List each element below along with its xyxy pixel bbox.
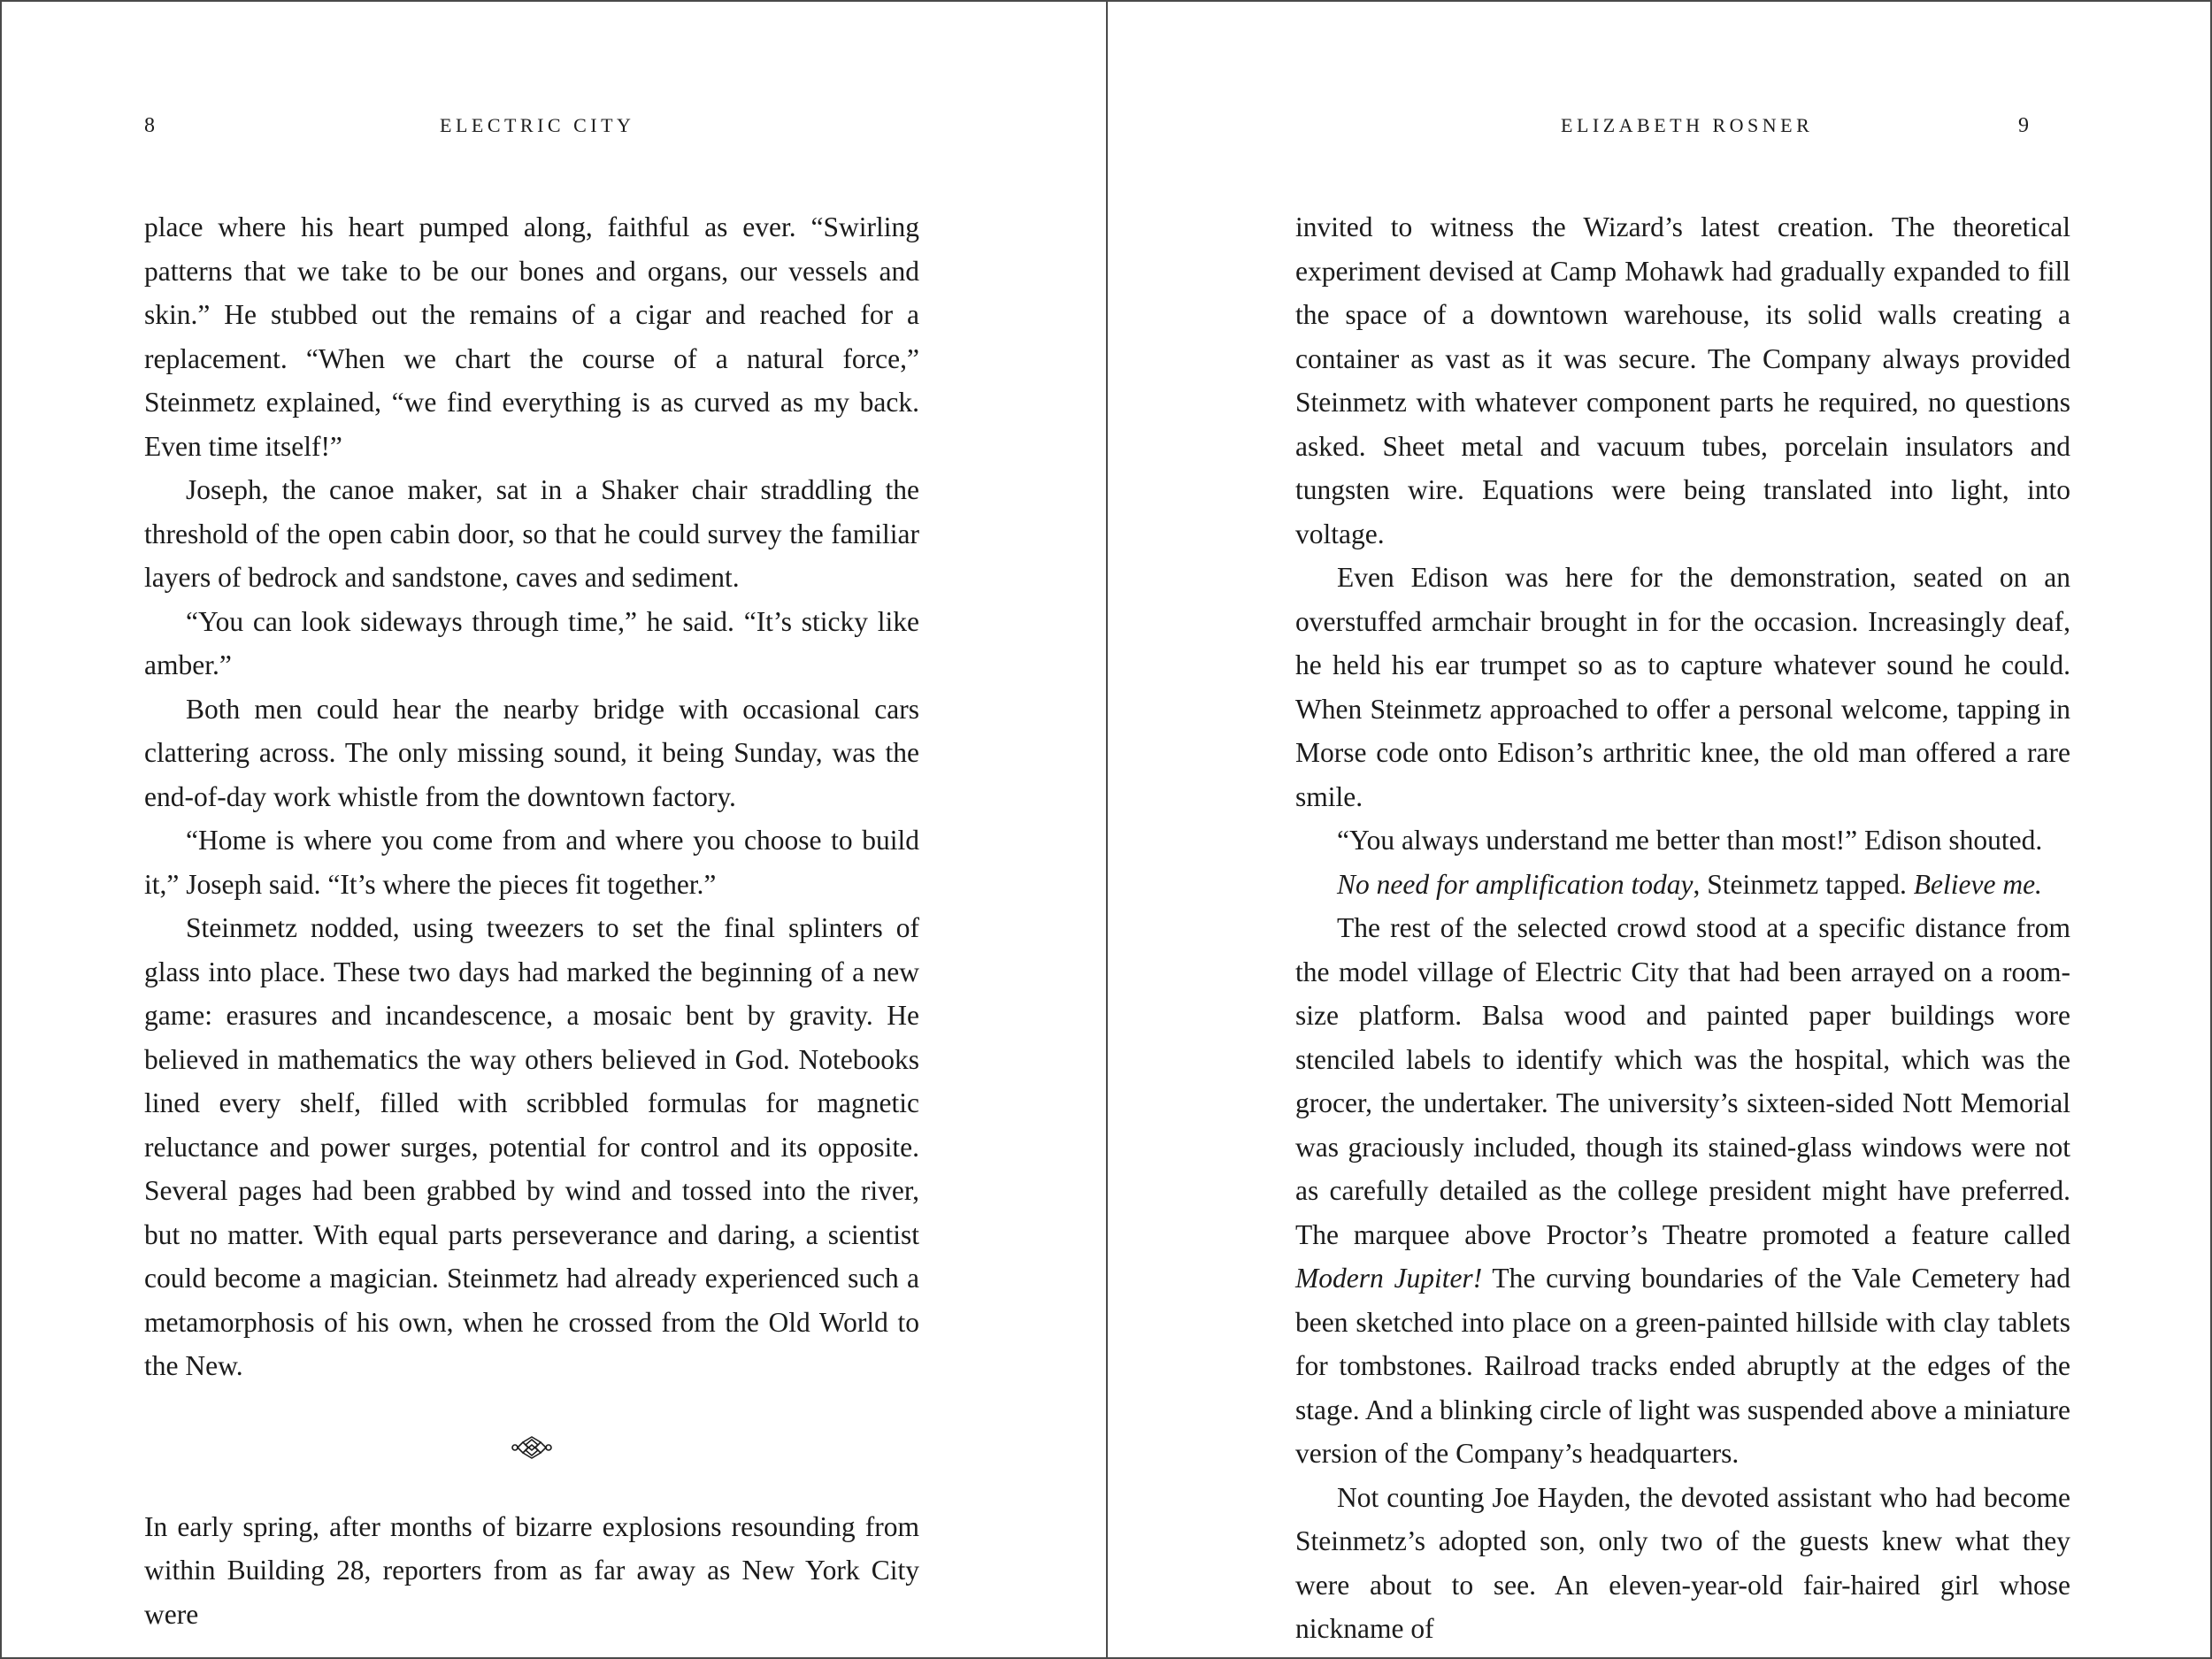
right-running-head: ELIZABETH ROSNER [1561, 114, 1814, 136]
paragraph: “Home is where you come from and where you choose to build it,” Joseph said. “It’s where the pieces fit together.” [144, 825, 919, 900]
italic-text: No need for amplification today [1337, 868, 1694, 900]
left-page-body [144, 205, 919, 1636]
knot-ornament-icon [511, 1436, 552, 1459]
paragraph: Not counting Joe Hayden, the devoted assistant who had become Steinmetz’s adopted son, only two of the guests knew what they were about to see. An eleven-year-old fair-haired girl whose nickname of [1295, 1481, 2070, 1644]
right-page-number: 9 [2018, 114, 2030, 137]
paragraph: Even Edison was here for the demonstration, seated on an overstuffed armchair brought in for the occasion. Increasingly deaf, he held his ear trumpet so as to capture whatever sound he could. When Steinmetz approached to offer a personal welcome, tapping in Morse code onto Edison’s arthritic knee, the old man offered a rare smile. [1295, 562, 2070, 812]
paragraph: “You always understand me better than most!” Edison shouted. [1337, 825, 2043, 856]
left-running-head: ELECTRIC CITY [440, 114, 635, 136]
paragraph-text: , Steinmetz tapped. [1693, 868, 1914, 900]
italic-text: Believe me. [1913, 868, 2042, 900]
paragraph: “You can look sideways through time,” he said. “It’s sticky like amber.” [144, 605, 919, 680]
paragraph [1295, 863, 2070, 907]
right-page-body [1295, 205, 2070, 1651]
paragraph: Joseph, the canoe maker, sat in a Shaker chair straddling the threshold of the open cabin door, so that he could survey the familiar layers of bedrock and sandstone, caves and sediment. [144, 474, 919, 593]
paragraph: place where his heart pumped along, faithful as ever. “Swirling patterns that we take to be our bones and organs, our vessels and skin.” He stubbed out the remains of a cigar and reached for a replacement. “When we chart the course of a natural force,” Steinmetz explained, “we find everything is as curved as my back. Even time itself!” [144, 211, 919, 462]
paragraph [1295, 906, 2070, 1476]
right-page [1107, 0, 2212, 1659]
italic-title: Modern Jupiter! [1295, 1263, 1483, 1294]
left-page-number: 8 [144, 114, 156, 137]
paragraph-text: The rest of the selected crowd stood at a specific distance from the model village of Electric City that had been arrayed on a room-size platform. Balsa wood and painted paper buildings wore stenciled labels to identify which was the hospital, which was the grocer, the undertaker. The university’s sixteen-sided Nott Memorial was graciously included, though its stained-glass windows were not as carefully detailed as the college president might have preferred. The marquee above Proctor’s Theatre promoted a feature called [1295, 912, 2070, 1250]
paragraph: invited to witness the Wizard’s latest creation. The theoretical experiment devised at Camp Mohawk had gradually expanded to fill the space of a downtown warehouse, its solid walls creating a container as vast as it was secure. The Company always provided Steinmetz with whatever component parts he required, no questions asked. Sheet metal and vacuum tubes, porcelain insulators and tungsten wire. Equations were being translated into light, into voltage. [1295, 211, 2070, 549]
paragraph: Steinmetz nodded, using tweezers to set the final splinters of glass into place. These two days had marked the beginning of a new game: erasures and incandescence, a mosaic bent by gravity. He believed in mathematics the way others believed in God. Notebooks lined every shelf, filled with scribbled formulas for magnetic reluctance and power surges, potential for control and its opposite. Several pages had been grabbed by wind and tossed into the river, but no matter. With equal parts perseverance and daring, a scientist could become a magician. Steinmetz had already experienced such a metamorphosis of his own, when he crossed from the Old World to the New. [144, 912, 919, 1381]
paragraph-text: The curving boundaries of the Vale Cemetery had been sketched into place on a green-painted hillside with clay tablets for tombstones. Railroad tracks ended abruptly at the edges of the stage. And a blinking circle of light was suspended above a miniature version of the Company’s headquarters. [1295, 1263, 2070, 1469]
paragraph: Both men could hear the nearby bridge with occasional cars clattering across. The only missing sound, it being Sunday, was the end-of-day work whistle from the downtown factory. [144, 693, 919, 812]
paragraph: In early spring, after months of bizarre explosions resounding from within Building 28, reporters from as far away as New York City were [144, 1510, 919, 1630]
